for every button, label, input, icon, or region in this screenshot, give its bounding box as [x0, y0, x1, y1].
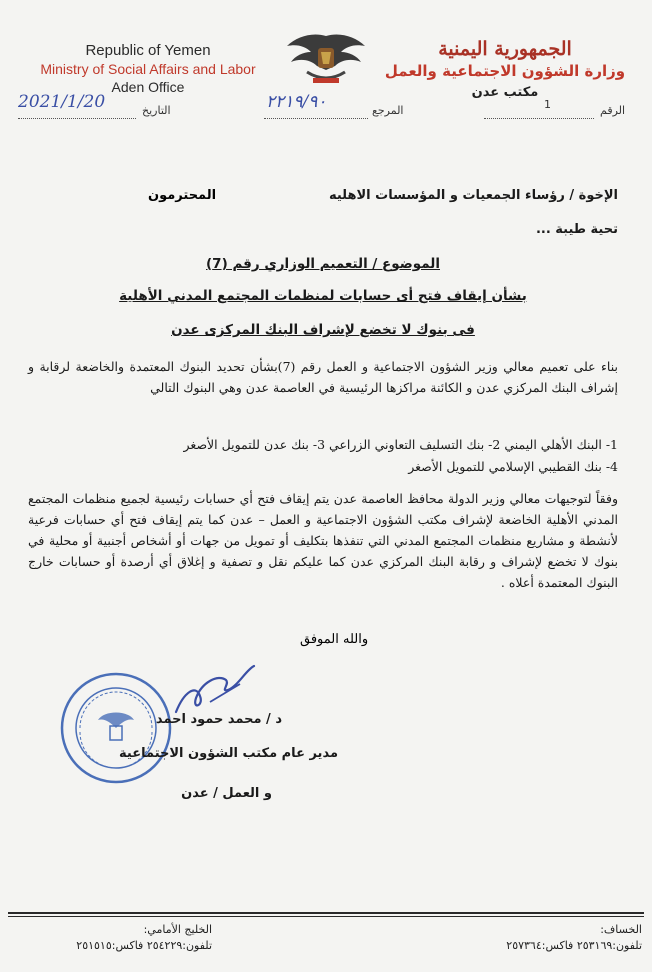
- footer-left: [22, 922, 212, 954]
- bank-list-line2: 4- بنك القطيبي الإسلامي للتمويل الأصغر: [408, 459, 618, 474]
- footer-right-title: الخساف:: [600, 923, 642, 936]
- signatory-name: د / محمد حمود احمد: [155, 712, 282, 727]
- footer-divider-thin: [8, 916, 644, 917]
- english-header: [28, 42, 268, 96]
- subject-line3: فى بنوك لا تخضع لإشراف البنك المركزى عدن: [171, 322, 475, 338]
- footer-right-phones: تلفون:٢٥٣١٦٩ فاكس:٢٥٧٣٦٤: [506, 939, 642, 952]
- header-country: Republic of Yemen: [85, 42, 211, 59]
- footer-left-phones: تلفون:٢٥٤٢٢٩ فاكس:٢٥١٥١٥: [76, 939, 212, 952]
- yemen-eagle-emblem-icon: [283, 30, 369, 88]
- arabic-header: [380, 38, 630, 104]
- ref-value: ۲۲۱۹/۹۰: [266, 92, 327, 112]
- official-round-stamp-icon: [58, 670, 174, 786]
- date-line: [18, 118, 136, 119]
- footer-right: [442, 922, 642, 954]
- greeting: تحية طيبة ...: [535, 222, 618, 237]
- number-value: 1: [544, 98, 551, 111]
- ref-label: المرجع: [372, 104, 404, 117]
- header-office-ar: مكتب عدن: [471, 85, 539, 100]
- date-label: التاريخ: [142, 104, 171, 117]
- signatory-title2: و العمل / عدن: [181, 786, 272, 801]
- header-ministry-ar: وزارة الشؤون الاجتماعية والعمل: [384, 62, 626, 80]
- signatory-title1: مدير عام مكتب الشؤون الاجتماعية: [119, 746, 338, 761]
- number-label: الرقم: [600, 104, 626, 117]
- date-value: 2021/1/20: [18, 92, 106, 112]
- paragraph-2: وفقاً لتوجيهات معالي وزير الدولة محافظ العاصمة عدن يتم إيقاف فتح أي حسابات رئيسية لجميع منظمات المجتمع المدني الأهلية الخاضعة لإشراف مكتب الشؤون الاجتماعية و العمل – عدن كما يتم إيقاف فتح أي حسابات فرعية لأنشطة و مشاريع منظمات المجتمع المدني التي تنفذها بتكليف أو تمويل من جهات أو أشخاص أجنبية أو محلية في بنوك لا تخضع لإشراف و رقابة البنك المركزي عدن كما عليكم نقل و تصفية و إغلاق أي أرصدة أو حسابات خارج البنوك المعتمدة أعلاه .: [28, 491, 618, 590]
- addressee-line: [28, 188, 618, 203]
- subject-line1: الموضوع / التعميم الوزاري رقم (7): [206, 256, 440, 272]
- number-line: [484, 118, 594, 119]
- ref-line: [264, 118, 368, 119]
- subject-line2: بشأن إيقاف فتح أى حسابات لمنظمات المجتمع المدني الأهلية: [119, 288, 527, 304]
- closing: والله الموفق: [300, 632, 369, 647]
- addressee-to: الإخوة / رؤساء الجمعيات و المؤسسات الاهليه: [328, 188, 618, 203]
- footer-left-title: الخليج الأمامي:: [143, 923, 212, 936]
- bank-list-line1: 1- البنك الأهلي اليمني 2- بنك التسليف التعاوني الزراعي 3- بنك عدن للتمويل الأصغر: [183, 437, 618, 452]
- header-ministry: Ministry of Social Affairs and Labor: [40, 61, 256, 77]
- header-country-ar: الجمهورية اليمنية: [438, 38, 572, 60]
- addressee-honorific: المحترمون: [148, 188, 217, 203]
- footer-divider: [8, 912, 644, 914]
- header-office: Aden Office: [111, 79, 185, 95]
- paragraph-1: بناء على تعميم معالي وزير الشؤون الاجتماعية و العمل رقم (7)بشأن تحديد البنوك المعتمدة والخاضعة لرقابة و إشراف البنك المركزي عدن و الكائنة مراكزها الرئيسية في العاصمة عدن وهي البنوك التالي: [28, 359, 618, 395]
